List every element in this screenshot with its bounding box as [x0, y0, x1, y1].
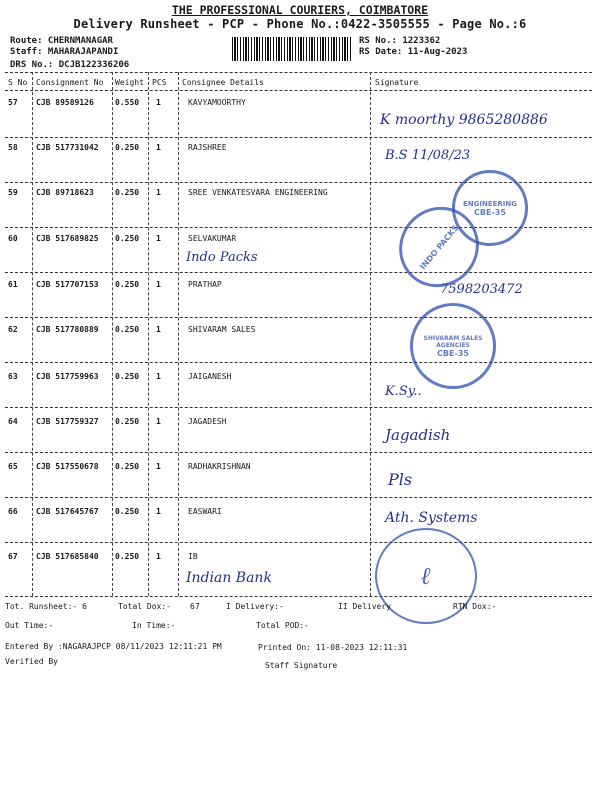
row-weight: 0.250: [115, 507, 140, 516]
runsheet-title: Delivery Runsheet - PCP - Phone No.:0422-3505555 - Page No.:6: [73, 17, 527, 31]
row-consignment: CJB 517759963: [36, 372, 99, 381]
row-signature: K moorthy 9865280886: [380, 112, 548, 128]
entered-by: Entered By :NAGARAJPCP 08/11/2023 12:11:21 PM: [5, 642, 222, 651]
shivaram-sales-stamp: SHIVARAM SALES AGENCIES CBE-35: [410, 303, 496, 389]
row-pcs: 1: [156, 280, 161, 289]
row-sno: 66: [8, 507, 18, 516]
row-note: Indo Packs: [186, 250, 258, 265]
row-divider: [5, 317, 592, 318]
bank-stamp: ℓ: [375, 528, 477, 624]
row-divider: [5, 452, 592, 453]
row-signature: 7598203472: [440, 282, 523, 297]
row-consignee: JAGADESH: [188, 417, 227, 426]
row-consignee: PRATHAP: [188, 280, 222, 289]
company-title: THE PROFESSIONAL COURIERS, COIMBATORE: [171, 3, 429, 17]
row-divider: [5, 497, 592, 498]
row-consignee: RAJSHREE: [188, 143, 227, 152]
col-header-signature: Signature: [375, 78, 419, 87]
row-weight: 0.250: [115, 417, 140, 426]
printed-on: Printed On: 11-08-2023 12:11:31: [258, 643, 408, 652]
route-label: Route: CHERNMANAGAR: [10, 36, 113, 46]
row-sno: 58: [8, 143, 18, 152]
row-pcs: 1: [156, 143, 161, 152]
row-consignment: CJB 517645767: [36, 507, 99, 516]
row-weight: 0.250: [115, 280, 140, 289]
row-consignee: EASWARI: [188, 507, 222, 516]
row-consignee: SREE VENKATESVARA ENGINEERING: [188, 188, 328, 197]
row-consignment: CJB 517759327: [36, 417, 99, 426]
indo-packs-stamp: INDO PACKS: [383, 191, 495, 304]
col-divider: [148, 72, 149, 596]
rs-no-label: RS No.: 1223362: [359, 36, 441, 46]
total-dox-value: 67: [190, 602, 200, 611]
row-signature: B.S 11/08/23: [385, 148, 471, 163]
col-header-consignment: Consignment No: [36, 78, 104, 87]
total-runsheet: Tot. Runsheet:- 6: [5, 602, 87, 611]
in-time-label: In Time:-: [132, 621, 176, 630]
row-pcs: 1: [156, 417, 161, 426]
table-top-border: [5, 72, 592, 73]
barcode: [232, 37, 352, 61]
col-header-sno: S No: [8, 78, 28, 87]
out-time-label: Out Time:-: [5, 621, 54, 630]
row-pcs: 1: [156, 234, 161, 243]
col-divider: [32, 72, 33, 596]
col-divider: [178, 72, 179, 596]
row-sno: 64: [8, 417, 18, 426]
row-divider: [5, 137, 592, 138]
row-consignee: JAIGANESH: [188, 372, 232, 381]
row-pcs: 1: [156, 98, 161, 107]
row-divider: [5, 542, 592, 543]
col-header-consignee: Consignee Details: [182, 78, 264, 87]
row-sno: 59: [8, 188, 18, 197]
row-consignment: CJB 89589126: [36, 98, 94, 107]
row-consignee: IB: [188, 552, 198, 561]
row-consignee: RADHAKRISHNAN: [188, 462, 251, 471]
row-signature: Pls: [388, 470, 413, 489]
row-signature: K.Sy..: [385, 384, 422, 399]
row-divider: [5, 272, 592, 273]
i-delivery-label: I Delivery:-: [226, 602, 284, 611]
row-consignment: CJB 89718623: [36, 188, 94, 197]
row-sno: 60: [8, 234, 18, 243]
col-header-pcs: PCS: [152, 78, 167, 87]
ii-delivery-label: II Delivery: [338, 602, 391, 611]
row-pcs: 1: [156, 188, 161, 197]
row-pcs: 1: [156, 325, 161, 334]
col-header-weight: Weight: [115, 78, 144, 87]
row-sno: 63: [8, 372, 18, 381]
row-consignment: CJB 517685840: [36, 552, 99, 561]
row-signature: Ath. Systems: [385, 510, 478, 526]
row-divider: [5, 407, 592, 408]
rtn-dox-label: RTN Dox:-: [453, 602, 497, 611]
row-signature: Jagadish: [385, 426, 451, 444]
row-consignee: SHIVARAM SALES: [188, 325, 256, 334]
row-weight: 0.250: [115, 143, 140, 152]
row-weight: 0.250: [115, 234, 140, 243]
row-sno: 65: [8, 462, 18, 471]
row-consignment: CJB 517707153: [36, 280, 99, 289]
staff-signature-label: Staff Signature: [265, 661, 338, 670]
row-weight: 0.550: [115, 98, 140, 107]
row-consignee: SELVAKUMAR: [188, 234, 237, 243]
row-consignee: KAVYAMOORTHY: [188, 98, 246, 107]
row-sno: 57: [8, 98, 18, 107]
row-divider: [5, 362, 592, 363]
drs-label: DRS No.: DCJB122336206: [10, 60, 130, 70]
row-pcs: 1: [156, 462, 161, 471]
row-consignment: CJB 517550678: [36, 462, 99, 471]
row-consignment: CJB 517780889: [36, 325, 99, 334]
row-pcs: 1: [156, 372, 161, 381]
row-weight: 0.250: [115, 188, 140, 197]
col-divider: [112, 72, 113, 596]
verified-by-label: Verified By: [5, 657, 58, 666]
row-pcs: 1: [156, 552, 161, 561]
row-weight: 0.250: [115, 462, 140, 471]
row-weight: 0.250: [115, 325, 140, 334]
row-consignment: CJB 517731042: [36, 143, 99, 152]
row-weight: 0.250: [115, 552, 140, 561]
staff-label: Staff: MAHARAJAPANDI: [10, 47, 119, 57]
row-note: Indian Bank: [186, 570, 272, 586]
row-sno: 62: [8, 325, 18, 334]
table-header-border: [5, 90, 592, 91]
table-bottom-border: [5, 596, 592, 597]
row-pcs: 1: [156, 507, 161, 516]
row-sno: 67: [8, 552, 18, 561]
company-stamp: ENGINEERING CBE-35: [452, 170, 528, 246]
row-sno: 61: [8, 280, 18, 289]
row-consignment: CJB 517689825: [36, 234, 99, 243]
total-pod-label: Total POD:-: [256, 621, 309, 630]
total-dox-label: Total Dox:-: [118, 602, 171, 611]
row-weight: 0.250: [115, 372, 140, 381]
col-divider: [370, 72, 371, 596]
rs-date-label: RS Date: 11-Aug-2023: [359, 47, 468, 57]
